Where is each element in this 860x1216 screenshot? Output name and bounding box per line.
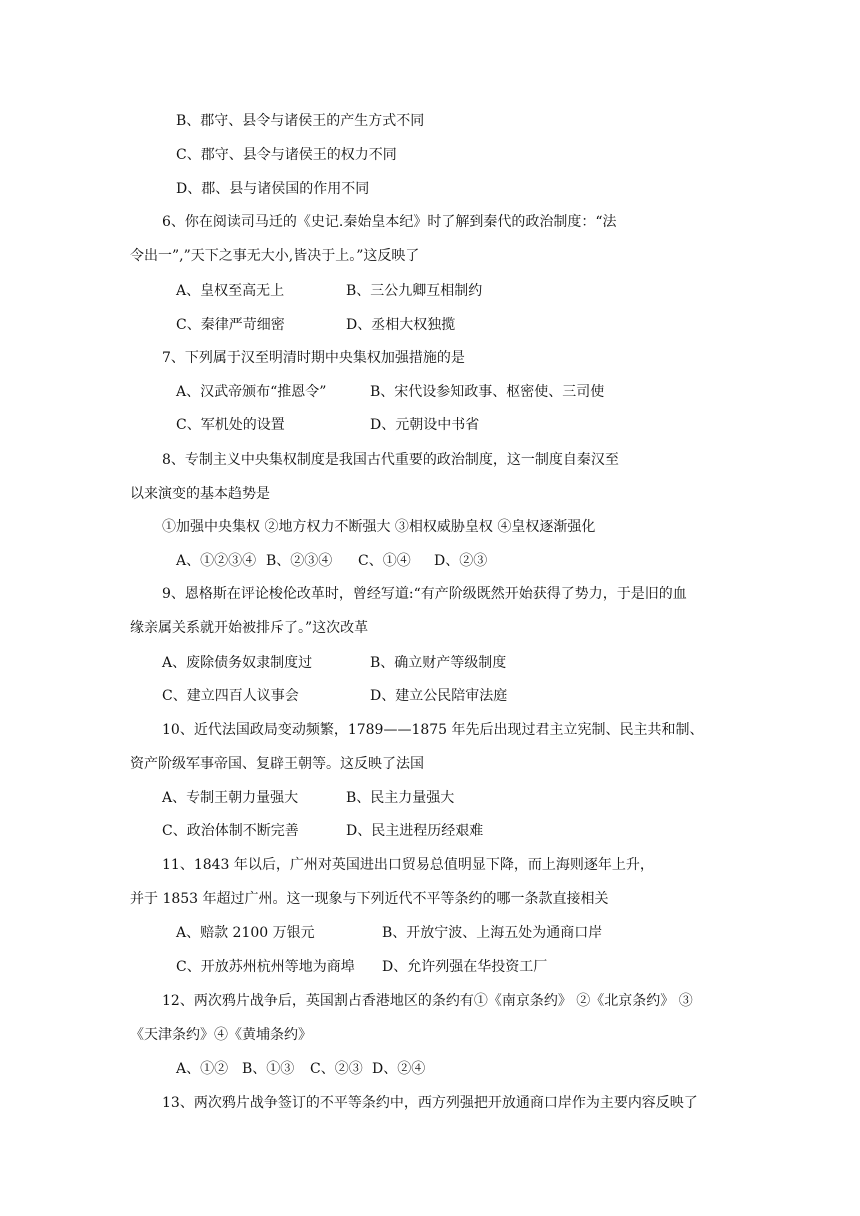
q13-stem-line1: 13、两次鸦片战争签订的不平等条约中，西方列强把开放通商口岸作为主要内容反映了 — [162, 1095, 698, 1111]
q11-option-c: C、开放苏州杭州等地为商埠 — [176, 959, 355, 975]
q10-option-c: C、政治体制不断完善 — [162, 823, 299, 839]
q9-option-a: A、废除债务奴隶制度过 — [162, 655, 313, 671]
q12-option-d: D、②④ — [372, 1061, 426, 1077]
q9-stem-line2: 缘亲属关系就开始被排斥了。”这次改革 — [130, 620, 369, 636]
q10-stem-line2: 资产阶级军事帝国、复辟王朝等。这反映了法国 — [130, 756, 424, 772]
q9-option-b: B、确立财产等级制度 — [370, 655, 507, 671]
q8-option-c: C、①④ — [358, 553, 411, 569]
q5-option-d: D、郡、县与诸侯国的作用不同 — [176, 181, 370, 197]
q8-option-a: A、①②③④ — [176, 553, 257, 569]
q12-option-a: A、①② — [176, 1061, 229, 1077]
q12-stem-line1: 12、两次鸦片战争后，英国割占香港地区的条约有①《南京条约》 ②《北京条约》 ③ — [162, 993, 693, 1009]
q9-option-c: C、建立四百人议事会 — [162, 688, 299, 704]
q6-option-a: A、皇权至高无上 — [176, 283, 285, 299]
q9-option-d: D、建立公民陪审法庭 — [370, 688, 508, 704]
q7-option-c: C、军机处的设置 — [176, 417, 285, 433]
q7-stem: 7、下列属于汉至明清时期中央集权加强措施的是 — [162, 350, 465, 366]
q5-option-c: C、郡守、县令与诸侯王的权力不同 — [176, 147, 397, 163]
q10-option-d: D、民主进程历经艰难 — [346, 823, 484, 839]
q6-stem-line1: 6、你在阅读司马迁的《史记.秦始皇本纪》时了解到秦代的政治制度：“法 — [162, 214, 617, 230]
q6-option-b: B、三公九卿互相制约 — [346, 283, 483, 299]
q6-option-d: D、丞相大权独揽 — [346, 317, 456, 333]
q8-stem-line2: 以来演变的基本趋势是 — [130, 486, 270, 502]
q11-option-a: A、赔款 2100 万银元 — [176, 925, 315, 941]
q7-option-d: D、元朝设中书省 — [370, 417, 480, 433]
q10-option-b: B、民主力量强大 — [346, 790, 455, 806]
q12-option-b: B、①③ — [242, 1061, 295, 1077]
q8-option-b: B、②③④ — [266, 553, 333, 569]
q12-option-c: C、②③ — [310, 1061, 363, 1077]
q9-stem-line1: 9、恩格斯在评论梭伦改革时，曾经写道:“有产阶级既然开始获得了势力，于是旧的血 — [162, 586, 687, 602]
q11-stem-line2: 并于 1853 年超过广州。这一现象与下列近代不平等条约的哪一条款直接相关 — [130, 891, 609, 907]
q6-option-c: C、秦律严苛细密 — [176, 317, 285, 333]
q8-stem-line1: 8、专制主义中央集权制度是我国古代重要的政治制度，这一制度自秦汉至 — [162, 452, 619, 468]
q8-option-d: D、②③ — [434, 553, 488, 569]
q11-option-d: D、允许列强在华投资工厂 — [382, 959, 548, 975]
q8-items: ①加强中央集权 ②地方权力不断强大 ③相权威胁皇权 ④皇权逐渐强化 — [162, 519, 596, 535]
q11-stem-line1: 11、1843 年以后，广州对英国进出口贸易总值明显下降，而上海则逐年上升， — [162, 857, 654, 873]
q7-option-a: A、汉武帝颁布“推恩令” — [176, 384, 327, 400]
q5-option-b: B、郡守、县令与诸侯王的产生方式不同 — [176, 113, 425, 129]
q10-option-a: A、专制王朝力量强大 — [162, 790, 299, 806]
q6-stem-line2: 令出一”,”天下之事无大小,皆决于上。”这反映了 — [130, 248, 420, 264]
q7-option-b: B、宋代设参知政事、枢密使、三司使 — [370, 384, 605, 400]
q12-stem-line2: 《天津条约》④《黄埔条约》 — [130, 1027, 312, 1043]
q11-option-b: B、开放宁波、上海五处为通商口岸 — [382, 925, 603, 941]
q10-stem-line1: 10、近代法国政局变动频繁，1789——1875 年先后出现过君主立宪制、民主共和制、 — [162, 722, 704, 738]
